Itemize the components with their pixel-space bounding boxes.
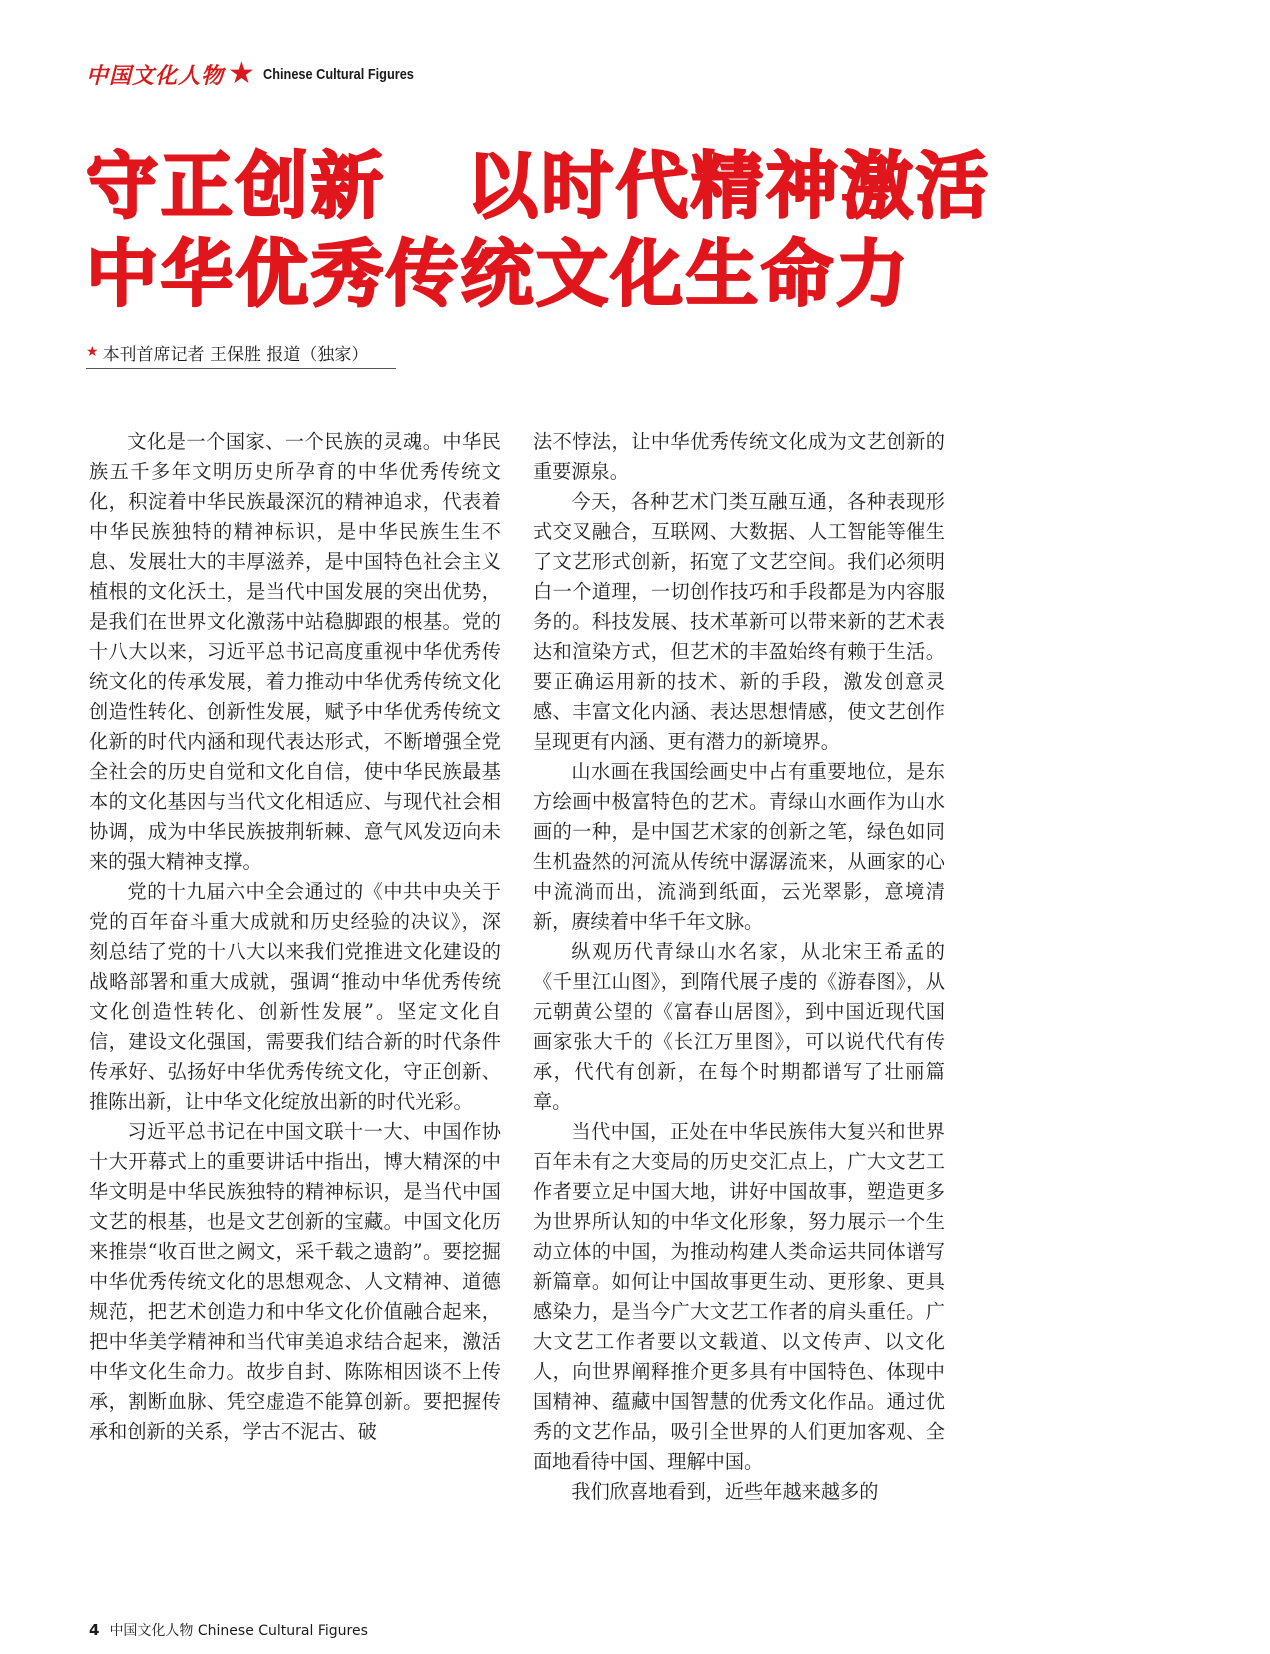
page-footer bbox=[89, 1620, 368, 1640]
paragraph: 山水画在我国绘画史中占有重要地位，是东方绘画中极富特色的艺术。青绿山水画作为山水画的一种，是中国艺术家的创新之笔，绿色如同生机盎然的河流从传统中潺潺流来，从画家的心中流淌而出，流淌到纸面，云光翠影，意境清新，赓续着中华千年文脉。 bbox=[533, 760, 945, 933]
left-column bbox=[89, 427, 501, 1447]
byline bbox=[86, 336, 396, 369]
star-icon: ★ bbox=[228, 56, 255, 91]
paragraph: 纵观历代青绿山水名家，从北宋王希孟的《千里江山图》，到隋代展子虔的《游春图》，从元朝黄公望的《富春山居图》，到中国近现代国画家张大千的《长江万里图》，可以说代代有传承，代代有创新，在每个时期都谱写了壮丽篇章。 bbox=[533, 940, 945, 1113]
byline-text: 本刊首席记者 王保胜 报道（独家） bbox=[102, 344, 369, 365]
title-line-1-part-b: 以时代精神激活 bbox=[466, 144, 992, 228]
title-line-1-part-a: 守正创新 bbox=[86, 144, 387, 228]
title-line-1 bbox=[86, 142, 991, 230]
paragraph: 党的十九届六中全会通过的《中共中央关于党的百年奋斗重大成就和历史经验的决议》，深刻总结了党的十八大以来我们党推进文化建设的战略部署和重大成就，强调“推动中华优秀传统文化创造性转化、创新性发展”。坚定文化自信，建设文化强国，需要我们结合新的时代条件传承好、弘扬好中华优秀传统文化，守正创新、推陈出新，让中华文化绽放出新的时代光彩。 bbox=[89, 880, 501, 1113]
right-column bbox=[533, 427, 945, 1507]
paragraph: 当代中国，正处在中华民族伟大复兴和世界百年未有之大变局的历史交汇点上，广大文艺工作者要立足中国大地，讲好中国故事，塑造更多为世界所认知的中华文化形象，努力展示一个生动立体的中国，为推动构建人类命运共同体谱写新篇章。如何让中国故事更生动、更形象、更具感染力，是当今广大文艺工作者的肩头重任。广大文艺工作者要以文载道、以文传声、以文化人，向世界阐释推介更多具有中国特色、体现中国精神、蕴藏中国智慧的优秀文化作品。通过优秀的文艺作品，吸引全世界的人们更加客观、全面地看待中国、理解中国。 bbox=[533, 1120, 945, 1473]
paragraph-continued: 法不悖法，让中华优秀传统文化成为文艺创新的重要源泉。 bbox=[533, 430, 945, 483]
magazine-name-en: Chinese Cultural Figures bbox=[262, 65, 414, 83]
magazine-header bbox=[86, 56, 440, 92]
paragraph: 习近平总书记在中国文联十一大、中国作协十大开幕式上的重要讲话中指出，博大精深的中华文明是中华民族独特的精神标识，是当代中国文艺的根基，也是文艺创新的宝藏。中国文化历来推崇“收百世之阙文，采千载之遗韵”。要挖掘中华优秀传统文化的思想观念、人文精神、道德规范，把艺术创造力和中华文化价值融合起来，把中华美学精神和当代审美追求结合起来，激活中华文化生命力。故步自封、陈陈相因谈不上传承，割断血脉、凭空虚造不能算创新。要把握传承和创新的关系，学古不泥古、破 bbox=[89, 1120, 501, 1443]
paragraph: 文化是一个国家、一个民族的灵魂。中华民族五千多年文明历史所孕育的中华优秀传统文化，积淀着中华民族最深沉的精神追求，代表着中华民族独特的精神标识，是中华民族生生不息、发展壮大的丰厚滋养，是中国特色社会主义植根的文化沃土，是当代中国发展的突出优势，是我们在世界文化激荡中站稳脚跟的根基。党的十八大以来，习近平总书记高度重视中华优秀传统文化的传承发展，着力推动中华优秀传统文化创造性转化、创新性发展，赋予中华优秀传统文化新的时代内涵和现代表达形式，不断增强全党全社会的历史自觉和文化自信，使中华民族最基本的文化基因与当代文化相适应、与现代社会相协调，成为中华民族披荆斩棘、意气风发迈向未来的强大精神支撑。 bbox=[89, 430, 501, 873]
paragraph: 我们欣喜地看到，近些年越来越多的 bbox=[571, 1480, 879, 1503]
footer-magazine-name: 中国文化人物 Chinese Cultural Figures bbox=[109, 1623, 368, 1639]
paragraph: 今天，各种艺术门类互融互通，各种表现形式交叉融合，互联网、大数据、人工智能等催生了文艺形式创新，拓宽了文艺空间。我们必须明白一个道理，一切创作技巧和手段都是为内容服务的。科技发展、技术革新可以带来新的艺术表达和渲染方式，但艺术的丰盈始终有赖于生活。要正确运用新的技术、新的手段，激发创意灵感、丰富文化内涵、表达思想情感，使文艺创作呈现更有内涵、更有潜力的新境界。 bbox=[533, 490, 945, 753]
title-line-2: 中华优秀传统文化生命力 bbox=[86, 232, 912, 316]
star-icon: ★ bbox=[86, 344, 99, 360]
article-title bbox=[86, 142, 991, 318]
page-number: 4 bbox=[89, 1621, 100, 1639]
magazine-name-cn: 中国文化人物 bbox=[86, 62, 225, 89]
